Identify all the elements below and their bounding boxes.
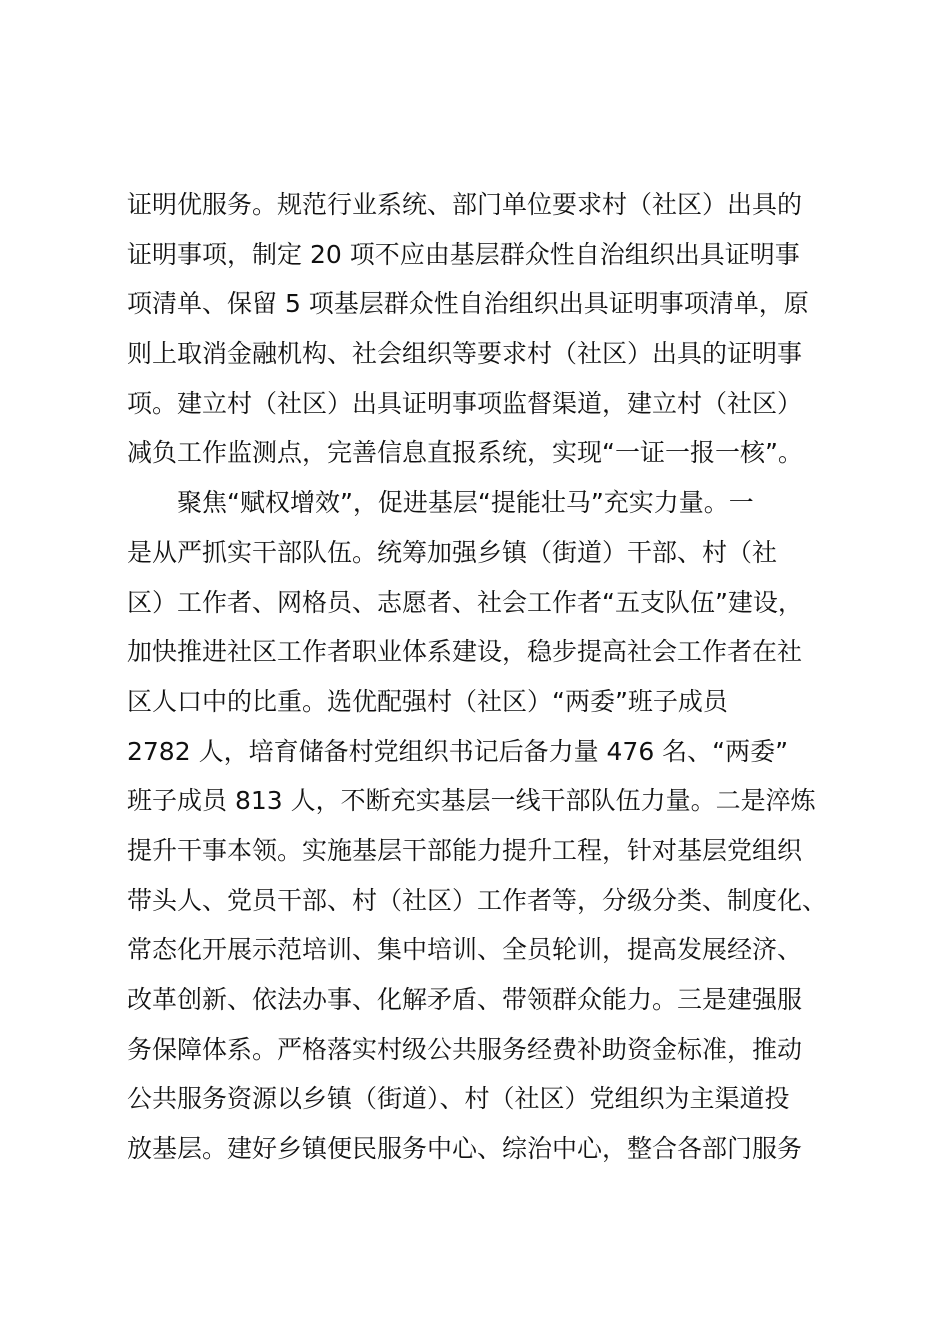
text-line: 则上取消金融机构、社会组织等要求村（社区）出具的证明事 <box>127 339 803 369</box>
text-line: 班子成员 813 人，不断充实基层一线干部队伍力量。二是淬炼 <box>127 786 816 816</box>
text-line: 提升干事本领。实施基层干部能力提升工程，针对基层党组织 <box>127 835 803 865</box>
text-line: 带头人、党员干部、村（社区）工作者等，分级分类、制度化、 <box>127 885 828 915</box>
text-line: 项清单、保留 5 项基层群众性自治组织出具证明事项清单，原 <box>127 289 809 319</box>
text-line: 2782 人，培育储备村党组织书记后备力量 476 名、“两委” <box>127 736 789 766</box>
text-line: 务保障体系。严格落实村级公共服务经费补助资金标准，推动 <box>127 1034 803 1064</box>
text-line: 是从严抓实干部队伍。统筹加强乡镇（街道）干部、村（社 <box>127 537 778 567</box>
text-line: 项。建立村（社区）出具证明事项监督渠道，建立村（社区） <box>127 388 803 418</box>
text-line: 证明优服务。规范行业系统、部门单位要求村（社区）出具的 <box>127 190 803 219</box>
text-line: 加快推进社区工作者职业体系建设，稳步提高社会工作者在社 <box>127 637 803 667</box>
text-line: 证明事项，制定 20 项不应由基层群众性自治组织出具证明事 <box>127 239 800 269</box>
text-line: 区人口中的比重。选优配强村（社区）“两委”班子成员 <box>127 686 728 716</box>
text-line: 改革创新、依法办事、化解矛盾、带领群众能力。三是建强服 <box>127 985 803 1014</box>
text-line: 区）工作者、网格员、志愿者、社会工作者“五支队伍”建设， <box>127 587 803 617</box>
paragraph-first-line: 聚焦“赋权增效”，促进基层“提能壮马”充实力量。一 <box>177 488 754 518</box>
body-text <box>127 180 847 1174</box>
text-line: 常态化开展示范培训、集中培训、全员轮训，提高发展经济、 <box>127 935 803 965</box>
text-line: 减负工作监测点，完善信息直报系统，实现“一证一报一核”。 <box>127 438 803 468</box>
text-line: 放基层。建好乡镇便民服务中心、综治中心，整合各部门服务 <box>127 1134 803 1164</box>
text-line: 公共服务资源以乡镇（街道）、村（社区）党组织为主渠道投 <box>127 1084 790 1114</box>
